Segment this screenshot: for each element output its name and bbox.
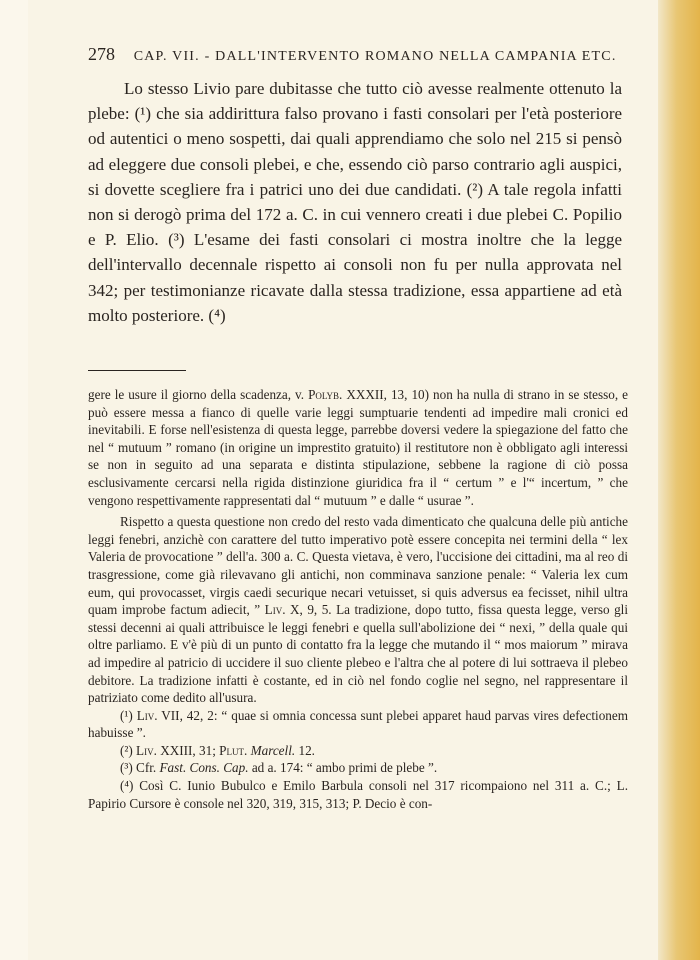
footnote-1: (¹) Liv. VII, 42, 2: “ quae si omnia concessa sunt plebei apparet haud parvas vires defectionem habuisse ”. bbox=[88, 707, 628, 741]
page-number: 278 bbox=[88, 44, 115, 64]
note-continuation: gere le usure il giorno della scadenza, v. Polyb. XXXII, 13, 10) non ha nulla di strano in se stesso, e può essere messa a fianco di quelle varie leggi sumptuarie tendenti ad impedire mali cronici ed inevitabili. E forse nell'esistenza di questa legge, parrebbe doversi vedere la spiegazione del fatto che nel “ mutuum ” romano (in origine un imprestito gratuito) il restitutore non è obbligato agli interessi se non in seguito ad una separata e distinta stipulazione, sebbene la ragione di ciò possa esclusivamente cercarsi nella rigida distinzione giuridica fra il “ certum ” e l'“ incertum, ” che vengono respettivamente rappresentati dal “ mutuum ” e dalle “ usurae ”. bbox=[88, 387, 629, 508]
running-title: CAP. VII. - DALL'INTERVENTO ROMANO NELLA CAMPANIA ETC. bbox=[133, 49, 617, 64]
footnote-ref-2: (²) bbox=[466, 179, 484, 199]
footnote-ref-1: (¹) bbox=[134, 104, 152, 124]
footnotes bbox=[88, 386, 628, 812]
main-text bbox=[88, 76, 622, 328]
footnote-ref-3: (³) bbox=[168, 230, 185, 250]
footnote-3: (³) Cfr. Fast. Cons. Cap. ad a. 174: “ ambo primi de plebe ”. bbox=[120, 760, 438, 776]
main-paragraph: Lo stesso Livio pare dubitasse che tutto ciò avesse realmente ottenuto la plebe: (¹) che sia addirittura falso provano i fasti consolari per l'età posteriore od autentici o meno sospetti, dai quali apprendiamo che solo nel 215 si pensò ad eleggere due consoli plebei, e che, essendo ciò parso contrario agli auspici, si dovette scegliere fra i patrici uno dei due candidati. (²) A tale regola infatti non si derogò prima del 172 a. C. in cui vennero creati i due plebei C. Popilio e P. Elio. (³) L'esame dei fasti consolari ci mostra inoltre che la legge dell'intervallo decennale rispetto ai consoli non fu per nulla approvata nel 342; per testimonianze ricavate dalla stessa tradizione, essa appartiene ad età molto posteriore. (⁴) bbox=[88, 79, 623, 325]
footnote-separator bbox=[88, 370, 186, 371]
note-paragraph: Rispetto a questa questione non credo del resto vada dimenticato che qualcuna delle più antiche leggi fenebri, anzichè con carattere del tutto imperativo potè essere concepita nei termini della “ lex Valeria de provocatione ” dell'a. 300 a. C. Questa vietava, è vero, l'uccisione dei cittadini, ma al reo di trasgressione, come già rilevavano gli antichi, non comminava sanzione penale: “ Valeria lex cum eum, qui provocasset, virgis caedi securique necari vetuisset, si quis adversus ea fecisset, nihil ultra quam improbe factum adiecit, ” Liv. X, 9, 5. La tradizione, dopo tutto, fissa questa legge, verso gli stessi decenni ai quali attribuisce le leggi fenebri e quella sull'abolizione dei “ nexi, ” della quale qui oltre parliamo. E v'è più di un punto di contatto fra la legge che mutando il “ mos maiorum ” mirava ad impedire al patricio di uccidere il suo cliente plebeo e l'altra che al potere di lui sottraeva il plebeo debitore. La tradizione infatti è costante, ed in ciò nel fondo coglie nel segno, nel rappresentare il patriziato come dedito all'usura. bbox=[88, 514, 629, 706]
running-header bbox=[88, 44, 628, 65]
page-edge-gutter bbox=[658, 0, 700, 960]
footnote-2: (²) Liv. XXIII, 31; Plut. Marcell. 12. bbox=[120, 742, 315, 758]
footnote-4: (⁴) Così C. Iunio Bubulco e Emilo Barbula consoli nel 317 ricompaiono nel 311 a. C.; L. Papirio Cursore è console nel 320, 319, 315, 313; P. Decio è con- bbox=[88, 778, 629, 811]
footnote-ref-4: (⁴) bbox=[208, 305, 226, 325]
